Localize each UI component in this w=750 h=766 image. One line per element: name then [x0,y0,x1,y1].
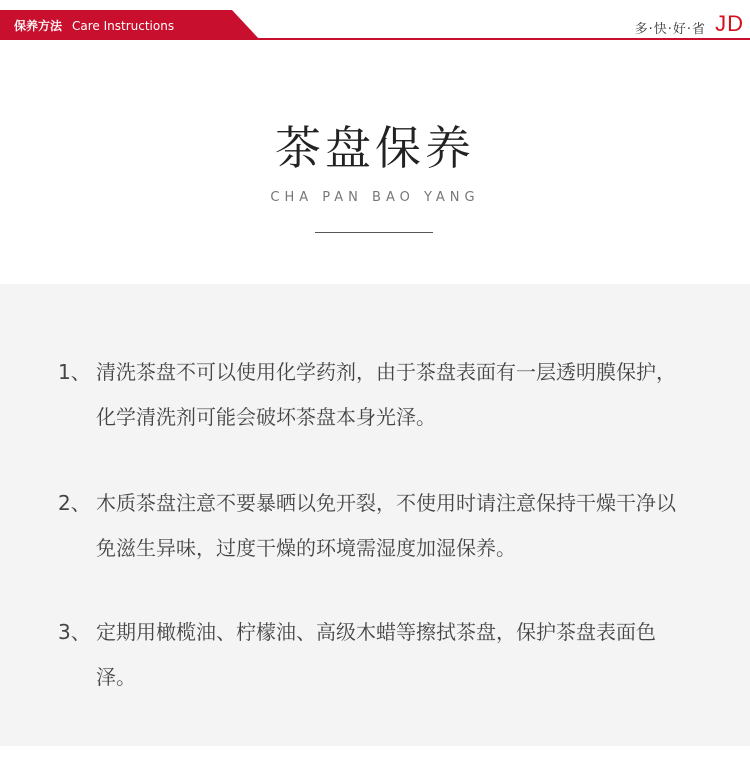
instruction-number: 1、 [58,360,91,384]
instruction-item [58,481,688,571]
instruction-text: 清洗茶盘不可以使用化学药剂，由于茶盘表面有一层透明膜保护，化学清洗剂可能会破坏茶盘本身光泽。 [96,360,676,429]
care-instructions-banner [0,10,260,40]
page-subtitle: CHA PAN BAO YANG [270,190,480,205]
banner-title-cn: 保养方法 [14,19,63,33]
instruction-text: 定期用橄榄油、柠檬油、高级木蜡等擦拭茶盘，保护茶盘表面色泽。 [96,620,656,689]
banner-label [14,18,174,34]
instruction-number: 3、 [58,620,91,644]
header-divider [0,38,750,40]
instruction-item [58,350,688,440]
slogan: 多·快·好·省 [634,22,706,37]
title-divider [315,232,433,233]
banner-title-en: Care Instructions [72,19,175,33]
instruction-text: 木质茶盘注意不要暴晒以免开裂，不使用时请注意保持干燥干净以免滋生异味，过度干燥的环境需湿度加湿保养。 [96,491,676,560]
header [0,0,750,40]
page-title: 茶盘保养 [275,121,475,175]
jd-logo: JD [715,11,744,36]
instruction-number: 2、 [58,491,91,515]
instruction-item [58,610,688,700]
